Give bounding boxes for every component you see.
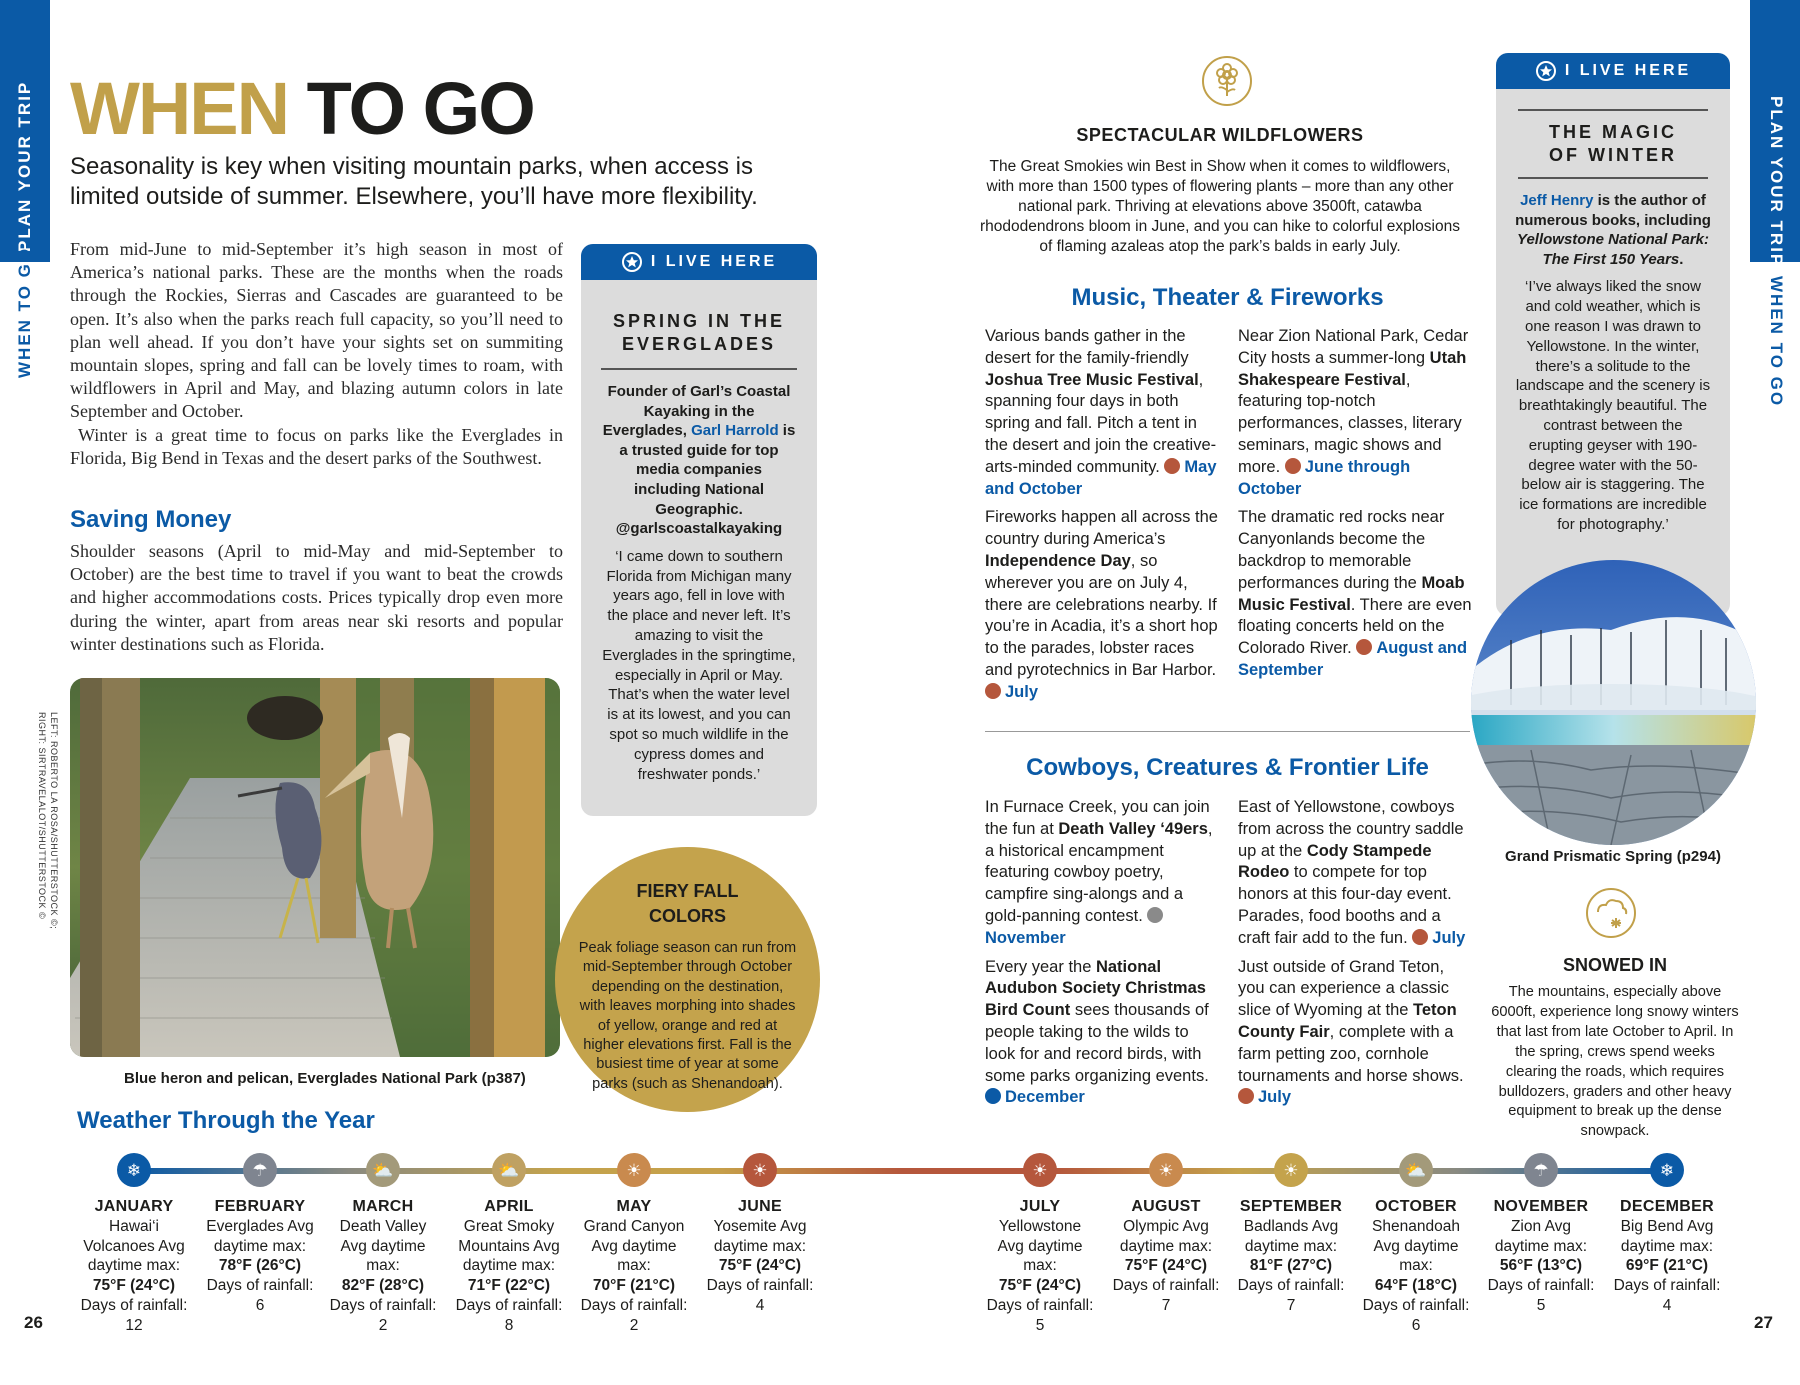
rainfall-label: Days of rainfall: — [1112, 1277, 1220, 1295]
title-gold-part: WHEN — [70, 67, 289, 150]
month-location-l2: daytime max: — [713, 1237, 807, 1255]
cowboys-right-column — [1238, 797, 1473, 1109]
cody-paragraph — [1238, 797, 1473, 950]
sun-icon — [1238, 1088, 1254, 1104]
ilh-everglades-title-line-2: EVERGLADES — [621, 334, 777, 354]
month-location-l2: Mountains Avg — [458, 1237, 560, 1255]
ilh-winter-intro-c: . — [1679, 250, 1684, 268]
month-name: JANUARY — [94, 1198, 174, 1215]
music-right-column — [1238, 326, 1473, 682]
month-location-l1: Great Smoky — [463, 1217, 555, 1235]
fire-text-c: , so wherever you are on July 4, there are celebrations nearby. If you’re in Acadia, it’s a short hop to the parades, lobster races and pyrotechnics in Bar Harbor. — [985, 551, 1218, 679]
title-dark-part: TO GO — [306, 67, 534, 150]
saving-money-text: Shoulder seasons (April to mid-May and mid-September to October) are the best time to travel if you want to beat the crowds and higher accommodations costs. Prices typically drop even more during the winter, apart from areas near ski resorts and popular winter destinations such as Florida. — [70, 541, 563, 654]
fiery-fall-title-line-2: COLORS — [648, 906, 726, 926]
month-location-l3: max: — [366, 1257, 400, 1275]
month-location-l3: daytime max: — [462, 1257, 556, 1275]
ilh-everglades-title — [581, 310, 817, 356]
ilh-intro-a: Founder of Garl’s Coastal Kayaking in the Everglades, — [602, 383, 791, 440]
fiery-fall-title — [555, 879, 820, 929]
heron-pelican-photo — [70, 678, 560, 1057]
i-live-here-label-winter: I LIVE HERE — [1564, 62, 1692, 79]
ilh-intro-b: is a trusted guide for top media companies including National Geographic. @garlscoastalkayaking — [615, 422, 796, 538]
ilh-winter-top-divider — [1518, 109, 1708, 111]
sun-icon — [1356, 639, 1372, 655]
rainfall-days: 8 — [504, 1316, 514, 1334]
page-number-right: 27 — [1754, 1313, 1773, 1332]
month-name: SEPTEMBER — [1239, 1198, 1343, 1215]
sun-icon — [1285, 458, 1301, 474]
month-location-l2: Avg daytime — [340, 1237, 426, 1255]
month-name: JULY — [1019, 1198, 1061, 1215]
partly-sunny-icon: ⛅ — [366, 1153, 400, 1187]
side-label-plan-your-trip-right: PLAN YOUR TRIP — [1767, 96, 1786, 268]
section-divider — [985, 731, 1470, 732]
lede-text: Seasonality is key when visiting mountain parks, when access is limited outside of summer. Elsewhere, you’ll have more flexibility. — [70, 153, 758, 210]
i-live-here-label: I LIVE HERE — [650, 253, 778, 270]
sun-icon: ☀ — [617, 1153, 651, 1187]
month-location-l2: daytime max: — [1244, 1237, 1338, 1255]
heron-pelican-illustration — [70, 678, 560, 1057]
utah-text-a: Near Zion National Park, Cedar City hosts a summer-long — [1238, 327, 1469, 367]
month-temperature: 75°F (24°C) — [1124, 1257, 1208, 1275]
fire-month: July — [1005, 682, 1039, 701]
month-location-l2: daytime max: — [213, 1237, 307, 1255]
cody-month: July — [1432, 928, 1466, 947]
teton-paragraph — [1238, 957, 1473, 1110]
intro-paragraph-2: Winter is a great time to focus on parks like the Everglades in Florida, Big Bend in Texas and the desert parks of the Southwest. — [70, 424, 563, 468]
month-location-l2: Avg daytime — [591, 1237, 677, 1255]
sun-icon — [1164, 458, 1180, 474]
guide-name: Garl Harrold — [691, 422, 779, 440]
aud-event-name: National Audubon Society Christmas Bird Count — [985, 957, 1206, 1020]
month-name: JUNE — [738, 1198, 782, 1215]
ilh-winter-title — [1496, 121, 1730, 167]
month-location-l1: Yosemite Avg — [713, 1217, 807, 1235]
month-location-l3: daytime max: — [87, 1257, 181, 1275]
ilh-winter-intro-b: is the author of numerous books, including — [1515, 192, 1711, 229]
rainfall-days: 7 — [1161, 1296, 1171, 1314]
weather-timeline-line — [134, 1168, 1668, 1174]
partly-sunny-icon: ⛅ — [1399, 1153, 1433, 1187]
fire-event-name: Independence Day — [985, 551, 1131, 570]
fireworks-paragraph — [985, 507, 1220, 703]
month-name: FEBRUARY — [214, 1198, 306, 1215]
month-location-l2: daytime max: — [1119, 1237, 1213, 1255]
month-location-l2: Volcanoes Avg — [83, 1237, 185, 1255]
photo-credit-line-2: RIGHT: SIRTRAVELALOT/SHUTTERSTOCK © — [37, 712, 47, 920]
dv-month: November — [985, 928, 1066, 947]
month-location-l1: Shenandoah — [1372, 1217, 1460, 1235]
month-location-l3: max: — [1399, 1257, 1433, 1275]
wildflowers-text: The Great Smokies win Best in Show when it comes to wildflowers, with more than 1500 types of flowering plants – more than any other national park. Thriving at elevations above 3500ft, catawba rhododendrons bloom in June, and you can hike to colorful explosions of flaming azaleas atop the park’s balds in early July. — [980, 158, 1460, 255]
rain-cloud-icon: ☂ — [1524, 1153, 1558, 1187]
sun-icon: ☀ — [1149, 1153, 1183, 1187]
grand-prismatic-photo — [1471, 560, 1756, 845]
month-location-l2: Avg daytime — [997, 1237, 1083, 1255]
badge-icon — [1535, 60, 1557, 82]
i-live-here-everglades-box — [581, 244, 817, 816]
moab-month: August and September — [1238, 639, 1468, 679]
month-name: OCTOBER — [1375, 1198, 1457, 1215]
ilh-winter-intro — [1515, 191, 1711, 269]
weather-month-october — [1355, 1197, 1477, 1336]
cody-event-name: Cody Stampede Rodeo — [1238, 841, 1432, 882]
dv-text-c: , a historical encampment featuring cowboy poetry, campfire sing-alongs and a gold-panning contest. — [985, 819, 1213, 925]
page-number-left: 26 — [24, 1313, 43, 1332]
month-location-l1: Zion Avg — [1510, 1217, 1572, 1235]
weather-month-september — [1230, 1197, 1352, 1316]
cowboys-left-column — [985, 797, 1220, 1109]
utah-event-name: Utah Shakespeare Festival — [1238, 348, 1467, 389]
intro-paragraph-1: From mid-June to mid-September it’s high season in most of America’s national parks. These are the months when the roads through the Rockies, Sierras and Cascades are guaranteed to be open. It’s also when the parks reach full capacity, so you’ll need to plan well ahead. If you don’t have your sights set on summiting mountain slopes, spring and fall can be lovely times to roam, with wildflowers in April and May, and blazing autumn colors in late September and October. — [70, 239, 563, 422]
rainfall-days: 5 — [1536, 1296, 1546, 1314]
rainfall-label: Days of rainfall: — [706, 1277, 814, 1295]
joshua-text-c: , spanning four days in both spring and fall. Pitch a tent in the desert and join the creative-arts-minded community. — [985, 370, 1217, 476]
sun-icon — [1412, 929, 1428, 945]
month-temperature: 71°F (22°C) — [467, 1277, 551, 1295]
month-location-l1: Death Valley — [339, 1217, 427, 1235]
month-name: AUGUST — [1131, 1198, 1201, 1215]
rainfall-days: 6 — [255, 1296, 265, 1314]
teton-text-c: , complete with a farm petting zoo, cornhole tournaments and horse shows. — [1238, 1022, 1464, 1085]
side-label-when-to-go-left: WHEN TO GO — [15, 246, 34, 378]
sun-icon: ☀ — [743, 1153, 777, 1187]
rainfall-days: 2 — [378, 1316, 388, 1334]
cloud-icon — [1147, 907, 1163, 923]
intro-text — [70, 238, 563, 470]
teton-event-name: Teton County Fair — [1238, 1001, 1457, 1041]
author-name: Jeff Henry — [1520, 192, 1594, 209]
ilh-everglades-title-line-1: SPRING IN THE — [612, 311, 785, 331]
month-location-l2: daytime max: — [1620, 1237, 1714, 1255]
fiery-fall-circle — [555, 847, 820, 1112]
month-location-l1: Olympic Avg — [1123, 1217, 1209, 1235]
flower-icon — [1202, 56, 1252, 106]
rainfall-days: 5 — [1035, 1316, 1045, 1334]
book-title: Yellowstone National Park: The First 150 Years — [1517, 231, 1709, 268]
teton-month: July — [1258, 1088, 1292, 1107]
ilh-winter-title-line-2: OF WINTER — [1549, 145, 1677, 165]
cody-text-c: to compete for top honors at this four-day event. Parades, food booths and a craft fair add to the fun. — [1238, 863, 1452, 947]
month-name: MARCH — [352, 1198, 414, 1215]
moab-paragraph — [1238, 507, 1473, 681]
month-name: APRIL — [484, 1198, 534, 1215]
cody-text-a: East of Yellowstone, cowboys from across the country saddle up at the — [1238, 798, 1464, 860]
month-location-l1: Yellowstone — [998, 1217, 1082, 1235]
joshua-text-a: Various bands gather in the desert for the family-friendly — [985, 327, 1189, 367]
utah-text-c: , featuring top-notch performances, classes, literary seminars, magic shows and more. — [1238, 370, 1462, 476]
rainfall-days: 12 — [125, 1316, 143, 1334]
moab-event-name: Moab Music Festival — [1238, 573, 1465, 614]
weather-heading: Weather Through the Year — [77, 1107, 375, 1134]
month-name: MAY — [616, 1198, 652, 1215]
rainfall-label: Days of rainfall: — [1487, 1277, 1595, 1295]
rainfall-label: Days of rainfall: — [1237, 1277, 1345, 1295]
dv-text-a: In Furnace Creek, you can join the fun at — [985, 798, 1210, 838]
sun-icon: ☀ — [1023, 1153, 1057, 1187]
saving-money-heading: Saving Money — [70, 506, 232, 533]
music-heading: Music, Theater & Fireworks — [1071, 284, 1384, 311]
weather-month-february — [199, 1197, 321, 1316]
month-temperature: 64°F (18°C) — [1374, 1277, 1458, 1295]
rainfall-label: Days of rainfall: — [986, 1296, 1094, 1314]
rainfall-label: Days of rainfall: — [455, 1296, 563, 1314]
weather-month-may — [573, 1197, 695, 1336]
rainfall-label: Days of rainfall: — [580, 1296, 688, 1314]
snowflake-icon: ❄ — [1650, 1153, 1684, 1187]
audubon-paragraph — [985, 957, 1220, 1110]
cowboys-heading: Cowboys, Creatures & Frontier Life — [1026, 754, 1429, 781]
month-location-l1: Grand Canyon — [583, 1217, 685, 1235]
month-temperature: 69°F (21°C) — [1625, 1257, 1709, 1275]
month-location-l1: Hawai‘i — [109, 1217, 159, 1235]
snowflake-icon: ❄ — [117, 1153, 151, 1187]
rainfall-days: 7 — [1286, 1296, 1296, 1314]
joshua-tree-paragraph — [985, 326, 1220, 500]
month-location-l1: Everglades Avg — [206, 1217, 314, 1235]
photo-credit-line-1: LEFT: ROBERTO LA ROSA/SHUTTERSTOCK ©; — [49, 712, 59, 930]
month-temperature: 81°F (27°C) — [1249, 1257, 1333, 1275]
fiery-fall-text: Peak foliage season can run from mid-September through October depending on the destination, with leaves morphing into shades of yellow, orange and red at higher elevations first. Fall is the busiest time of year at some parks (such as Shenandoah). — [578, 940, 797, 1092]
rainfall-label: Days of rainfall: — [80, 1296, 188, 1314]
month-location-l2: daytime max: — [1494, 1237, 1588, 1255]
month-temperature: 56°F (13°C) — [1499, 1257, 1583, 1275]
sun-icon — [985, 683, 1001, 699]
i-live-here-header — [581, 244, 817, 280]
month-location-l3: max: — [617, 1257, 651, 1275]
month-temperature: 78°F (26°C) — [218, 1257, 302, 1275]
fiery-fall-title-line-1: FIERY FALL — [636, 881, 739, 901]
ilh-divider — [601, 368, 797, 370]
snowflake-icon — [985, 1088, 1001, 1104]
rainfall-days: 4 — [755, 1296, 765, 1314]
rainfall-label: Days of rainfall: — [206, 1277, 314, 1295]
joshua-event-name: Joshua Tree Music Festival — [985, 370, 1199, 389]
photo-credit — [36, 712, 60, 929]
weather-month-august — [1105, 1197, 1227, 1316]
utah-month: June through October — [1238, 457, 1411, 498]
utah-paragraph — [1238, 326, 1473, 500]
weather-month-april — [448, 1197, 570, 1336]
month-location-l2: Avg daytime — [1373, 1237, 1459, 1255]
rainfall-label: Days of rainfall: — [329, 1296, 437, 1314]
i-live-here-winter-box — [1496, 53, 1730, 616]
month-location-l1: Big Bend Avg — [1620, 1217, 1714, 1235]
rainfall-days: 2 — [629, 1316, 639, 1334]
i-live-here-header-winter — [1496, 53, 1730, 89]
month-temperature: 75°F (24°C) — [92, 1277, 176, 1295]
ilh-winter-divider — [1518, 177, 1708, 179]
side-label-plan-your-trip-left: PLAN YOUR TRIP — [15, 80, 34, 252]
weather-month-march — [322, 1197, 444, 1336]
snow-cloud-icon — [1586, 888, 1636, 938]
aud-month: December — [1005, 1088, 1085, 1107]
grand-prismatic-illustration — [1471, 560, 1756, 845]
month-name: DECEMBER — [1620, 1198, 1714, 1215]
rainfall-label: Days of rainfall: — [1362, 1296, 1470, 1314]
dv-event-name: Death Valley ‘49ers — [1058, 819, 1208, 838]
weather-month-january — [73, 1197, 195, 1336]
badge-icon — [621, 251, 643, 273]
music-left-column — [985, 326, 1220, 704]
snowed-in-title: SNOWED IN — [1562, 955, 1667, 975]
sun-icon: ☀ — [1274, 1153, 1308, 1187]
fire-text-a: Fireworks happen all across the country during America’s — [985, 508, 1218, 549]
grand-prismatic-caption: Grand Prismatic Spring (p294) — [1505, 848, 1721, 865]
weather-month-november — [1480, 1197, 1602, 1316]
month-temperature: 75°F (24°C) — [998, 1277, 1082, 1295]
death-valley-paragraph — [985, 797, 1220, 950]
month-temperature: 70°F (21°C) — [592, 1277, 676, 1295]
partly-sunny-icon: ⛅ — [492, 1153, 526, 1187]
month-location-l3: max: — [1023, 1257, 1057, 1275]
side-label-when-to-go-right: WHEN TO GO — [1767, 276, 1786, 408]
ilh-everglades-quote: ‘I came down to southern Florida from Michigan many years ago, fell in love with the place and never left. It’s amazing to visit the Everglades in the springtime, especially in April or May. That’s when the water level is at its lowest, and you can spot so much wildlife in the cypress domes and freshwater ponds.’ — [602, 547, 796, 783]
month-temperature: 82°F (28°C) — [341, 1277, 425, 1295]
wildflowers-title: SPECTACULAR WILDFLOWERS — [1076, 125, 1364, 145]
snowed-in-text: The mountains, especially above 6000ft, experience long snowy winters that last from late October to April. In the spring, crews spend weeks clearing the roads, which requires bulldozers, graders and other heavy equipment to break up the dense snowpack. — [1491, 984, 1739, 1140]
ilh-everglades-intro — [601, 382, 797, 539]
month-location-l1: Badlands Avg — [1243, 1217, 1339, 1235]
weather-month-july — [979, 1197, 1101, 1336]
heron-photo-caption: Blue heron and pelican, Everglades National Park (p387) — [124, 1070, 526, 1087]
moab-text-a: The dramatic red rocks near Canyonlands become the backdrop to memorable performances during the — [1238, 508, 1445, 592]
aud-text-a: Every year the — [985, 957, 1096, 976]
aud-text-c: sees thousands of people taking to the wilds to look for and record birds, with some parks organizing events. — [985, 1001, 1209, 1085]
rainfall-days: 4 — [1662, 1296, 1672, 1314]
moab-text-c: . There are even floating concerts held on the Colorado River. — [1238, 595, 1472, 658]
weather-month-december — [1606, 1197, 1728, 1316]
rainfall-label: Days of rainfall: — [1613, 1277, 1721, 1295]
weather-month-june — [699, 1197, 821, 1316]
joshua-month: May and October — [985, 457, 1217, 498]
ilh-winter-title-line-1: THE MAGIC — [1549, 122, 1677, 142]
rainfall-days: 6 — [1411, 1316, 1421, 1334]
rain-cloud-icon: ☂ — [243, 1153, 277, 1187]
page-title — [70, 67, 534, 150]
ilh-winter-quote: ‘I’ve always liked the snow and cold weather, which is one reason I was drawn to Yellowstone. In the winter, there’s a solitude to the landscape and the scenery is breathtakingly beautiful. The contrast between the erupting geyser with 190-degree water with the 50-below air is staggering. The ice formations are incredible for photography.’ — [1515, 278, 1711, 533]
month-name: NOVEMBER — [1493, 1198, 1589, 1215]
teton-text-a: Just outside of Grand Teton, you can experience a classic slice of Wyoming at the — [1238, 957, 1449, 1020]
month-temperature: 75°F (24°C) — [718, 1257, 802, 1275]
